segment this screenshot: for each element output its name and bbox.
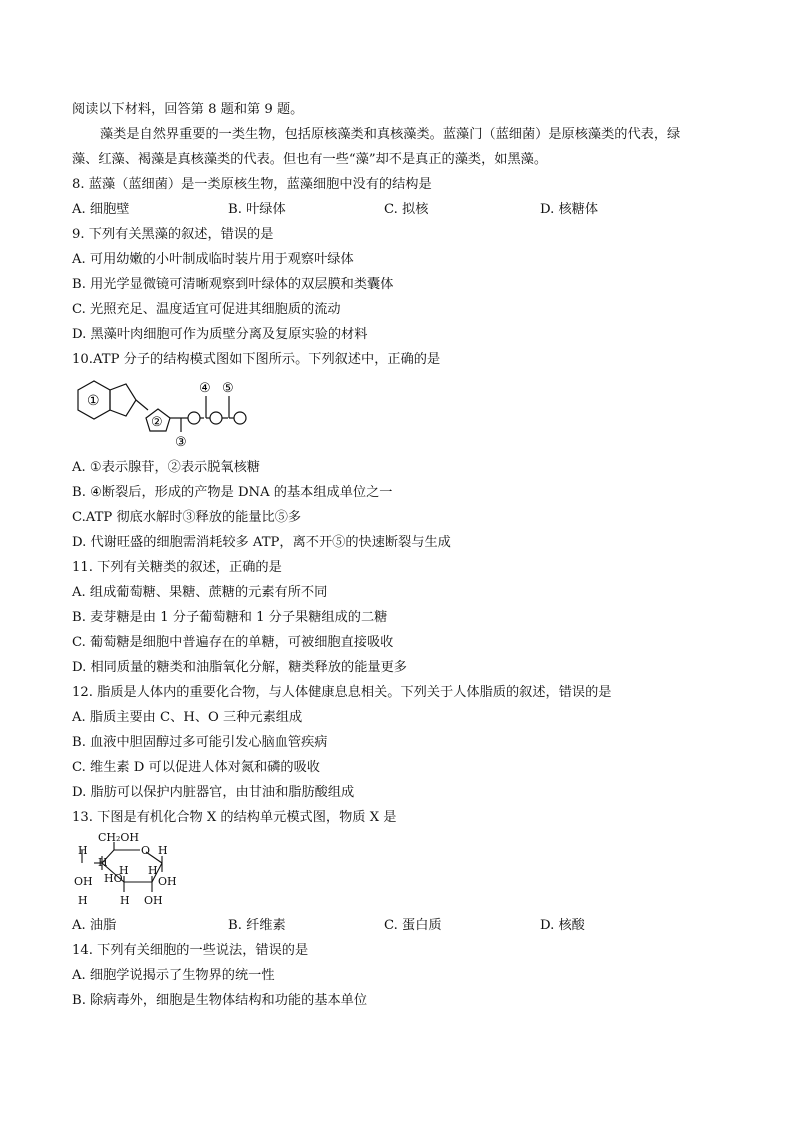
label-h-bottom: H <box>120 894 130 907</box>
q11-option-d: D. 相同质量的糖类和油脂氧化分解，糖类释放的能量更多 <box>72 660 407 675</box>
q8-option-b: B. 叶绿体 <box>228 202 286 217</box>
q12-option-c: C. 维生素 D 可以促进人体对氮和磷的吸收 <box>72 760 320 775</box>
label-h-c3: H <box>119 864 129 877</box>
question-12-stem: 12. 脂质是人体内的重要化合物，与人体健康息息相关。下列关于人体脂质的叙述，错误的是 <box>72 685 612 700</box>
q11-option-b: B. 麦芽糖是由 1 分子葡萄糖和 1 分子果糖组成的二糖 <box>72 610 388 625</box>
glucose-structure-figure <box>72 830 182 910</box>
phosphate-3 <box>234 412 246 424</box>
q9-option-d: D. 黑藻叶肉细胞可作为质壁分离及复原实验的材料 <box>72 327 368 342</box>
atp-structure-figure <box>72 376 262 450</box>
q12-option-a: A. 脂质主要由 C、H、O 三种元素组成 <box>72 710 303 725</box>
q9-option-a: A. 可用幼嫩的小叶制成临时装片用于观察叶绿体 <box>72 252 354 267</box>
label-h-c2: H <box>148 864 158 877</box>
q13-option-a: A. 油脂 <box>72 918 117 933</box>
question-8-stem: 8. 蓝藻（蓝细菌）是一类原核生物，蓝藻细胞中没有的结构是 <box>72 177 432 192</box>
q12-option-b: B. 血液中胆固醇过多可能引发心脑血管疾病 <box>72 735 328 750</box>
label-3: ③ <box>175 435 187 450</box>
label-h-c4: H <box>98 856 108 869</box>
q13-option-c: C. 蛋白质 <box>384 918 442 933</box>
reading-intro: 阅读以下材料，回答第 8 题和第 9 题。 <box>72 102 304 117</box>
q8-option-a: A. 细胞壁 <box>72 202 130 217</box>
passage-line-1: 藻类是自然界重要的一类生物，包括原核藻类和真核藻类。蓝藻门（蓝细菌）是原核藻类的代表，绿 <box>100 127 681 142</box>
q10-option-c: C.ATP 彻底水解时③释放的能量比⑤多 <box>72 510 302 525</box>
adenine-ring-five <box>110 384 136 416</box>
phosphate-1 <box>188 412 200 424</box>
label-h-bottom-left: H <box>78 894 88 907</box>
question-11-stem: 11. 下列有关糖类的叙述，正确的是 <box>72 560 282 575</box>
question-9-stem: 9. 下列有关黑藻的叙述，错误的是 <box>72 227 274 242</box>
q10-option-d: D. 代谢旺盛的细胞需消耗较多 ATP，离不开⑤的快速断裂与生成 <box>72 535 451 550</box>
q14-option-b: B. 除病毒外，细胞是生物体结构和功能的基本单位 <box>72 993 368 1008</box>
label-ring-o: O <box>141 844 151 857</box>
q11-option-c: C. 葡萄糖是细胞中普遍存在的单糖，可被细胞直接吸收 <box>72 635 394 650</box>
q11-option-a: A. 组成葡萄糖、果糖、蔗糖的元素有所不同 <box>72 585 328 600</box>
label-2: ② <box>151 415 163 430</box>
phosphate-2 <box>210 412 222 424</box>
q13-option-b: B. 纤维素 <box>228 918 286 933</box>
label-h-left-top: H <box>78 844 88 857</box>
question-13-stem: 13. 下图是有机化合物 X 的结构单元模式图，物质 X 是 <box>72 810 397 825</box>
q8-option-c: C. 拟核 <box>384 202 429 217</box>
q9-option-c: C. 光照充足、温度适宜可促进其细胞质的流动 <box>72 302 341 317</box>
label-h-c1: H <box>158 844 168 857</box>
q10-option-a: A. ①表示腺苷，②表示脱氧核糖 <box>72 460 260 475</box>
q8-option-d: D. 核糖体 <box>540 202 599 217</box>
question-10-stem: 10.ATP 分子的结构模式图如下图所示。下列叙述中，正确的是 <box>72 352 441 367</box>
label-5: ⑤ <box>222 381 234 396</box>
label-oh-right: OH <box>158 875 177 888</box>
passage-line-2: 藻、红藻、褐藻是真核藻类的代表。但也有一些“藻”却不是真正的藻类，如黑藻。 <box>72 152 548 167</box>
question-14-stem: 14. 下列有关细胞的一些说法，错误的是 <box>72 943 309 958</box>
label-oh-bottom: OH <box>144 894 163 907</box>
label-4: ④ <box>199 381 211 396</box>
q13-option-d: D. 核酸 <box>540 918 585 933</box>
label-ch2oh: CH₂OH <box>98 831 140 844</box>
label-1: ① <box>87 393 100 409</box>
q14-option-a: A. 细胞学说揭示了生物界的统一性 <box>72 968 275 983</box>
q12-option-d: D. 脂肪可以保护内脏器官，由甘油和脂肪酸组成 <box>72 785 355 800</box>
label-oh-left: OH <box>74 875 93 888</box>
q10-option-b: B. ④断裂后，形成的产物是 DNA 的基本组成单位之一 <box>72 485 393 500</box>
q9-option-b: B. 用光学显微镜可清晰观察到叶绿体的双层膜和类囊体 <box>72 277 394 292</box>
label-ho-c3: HO <box>104 872 123 885</box>
